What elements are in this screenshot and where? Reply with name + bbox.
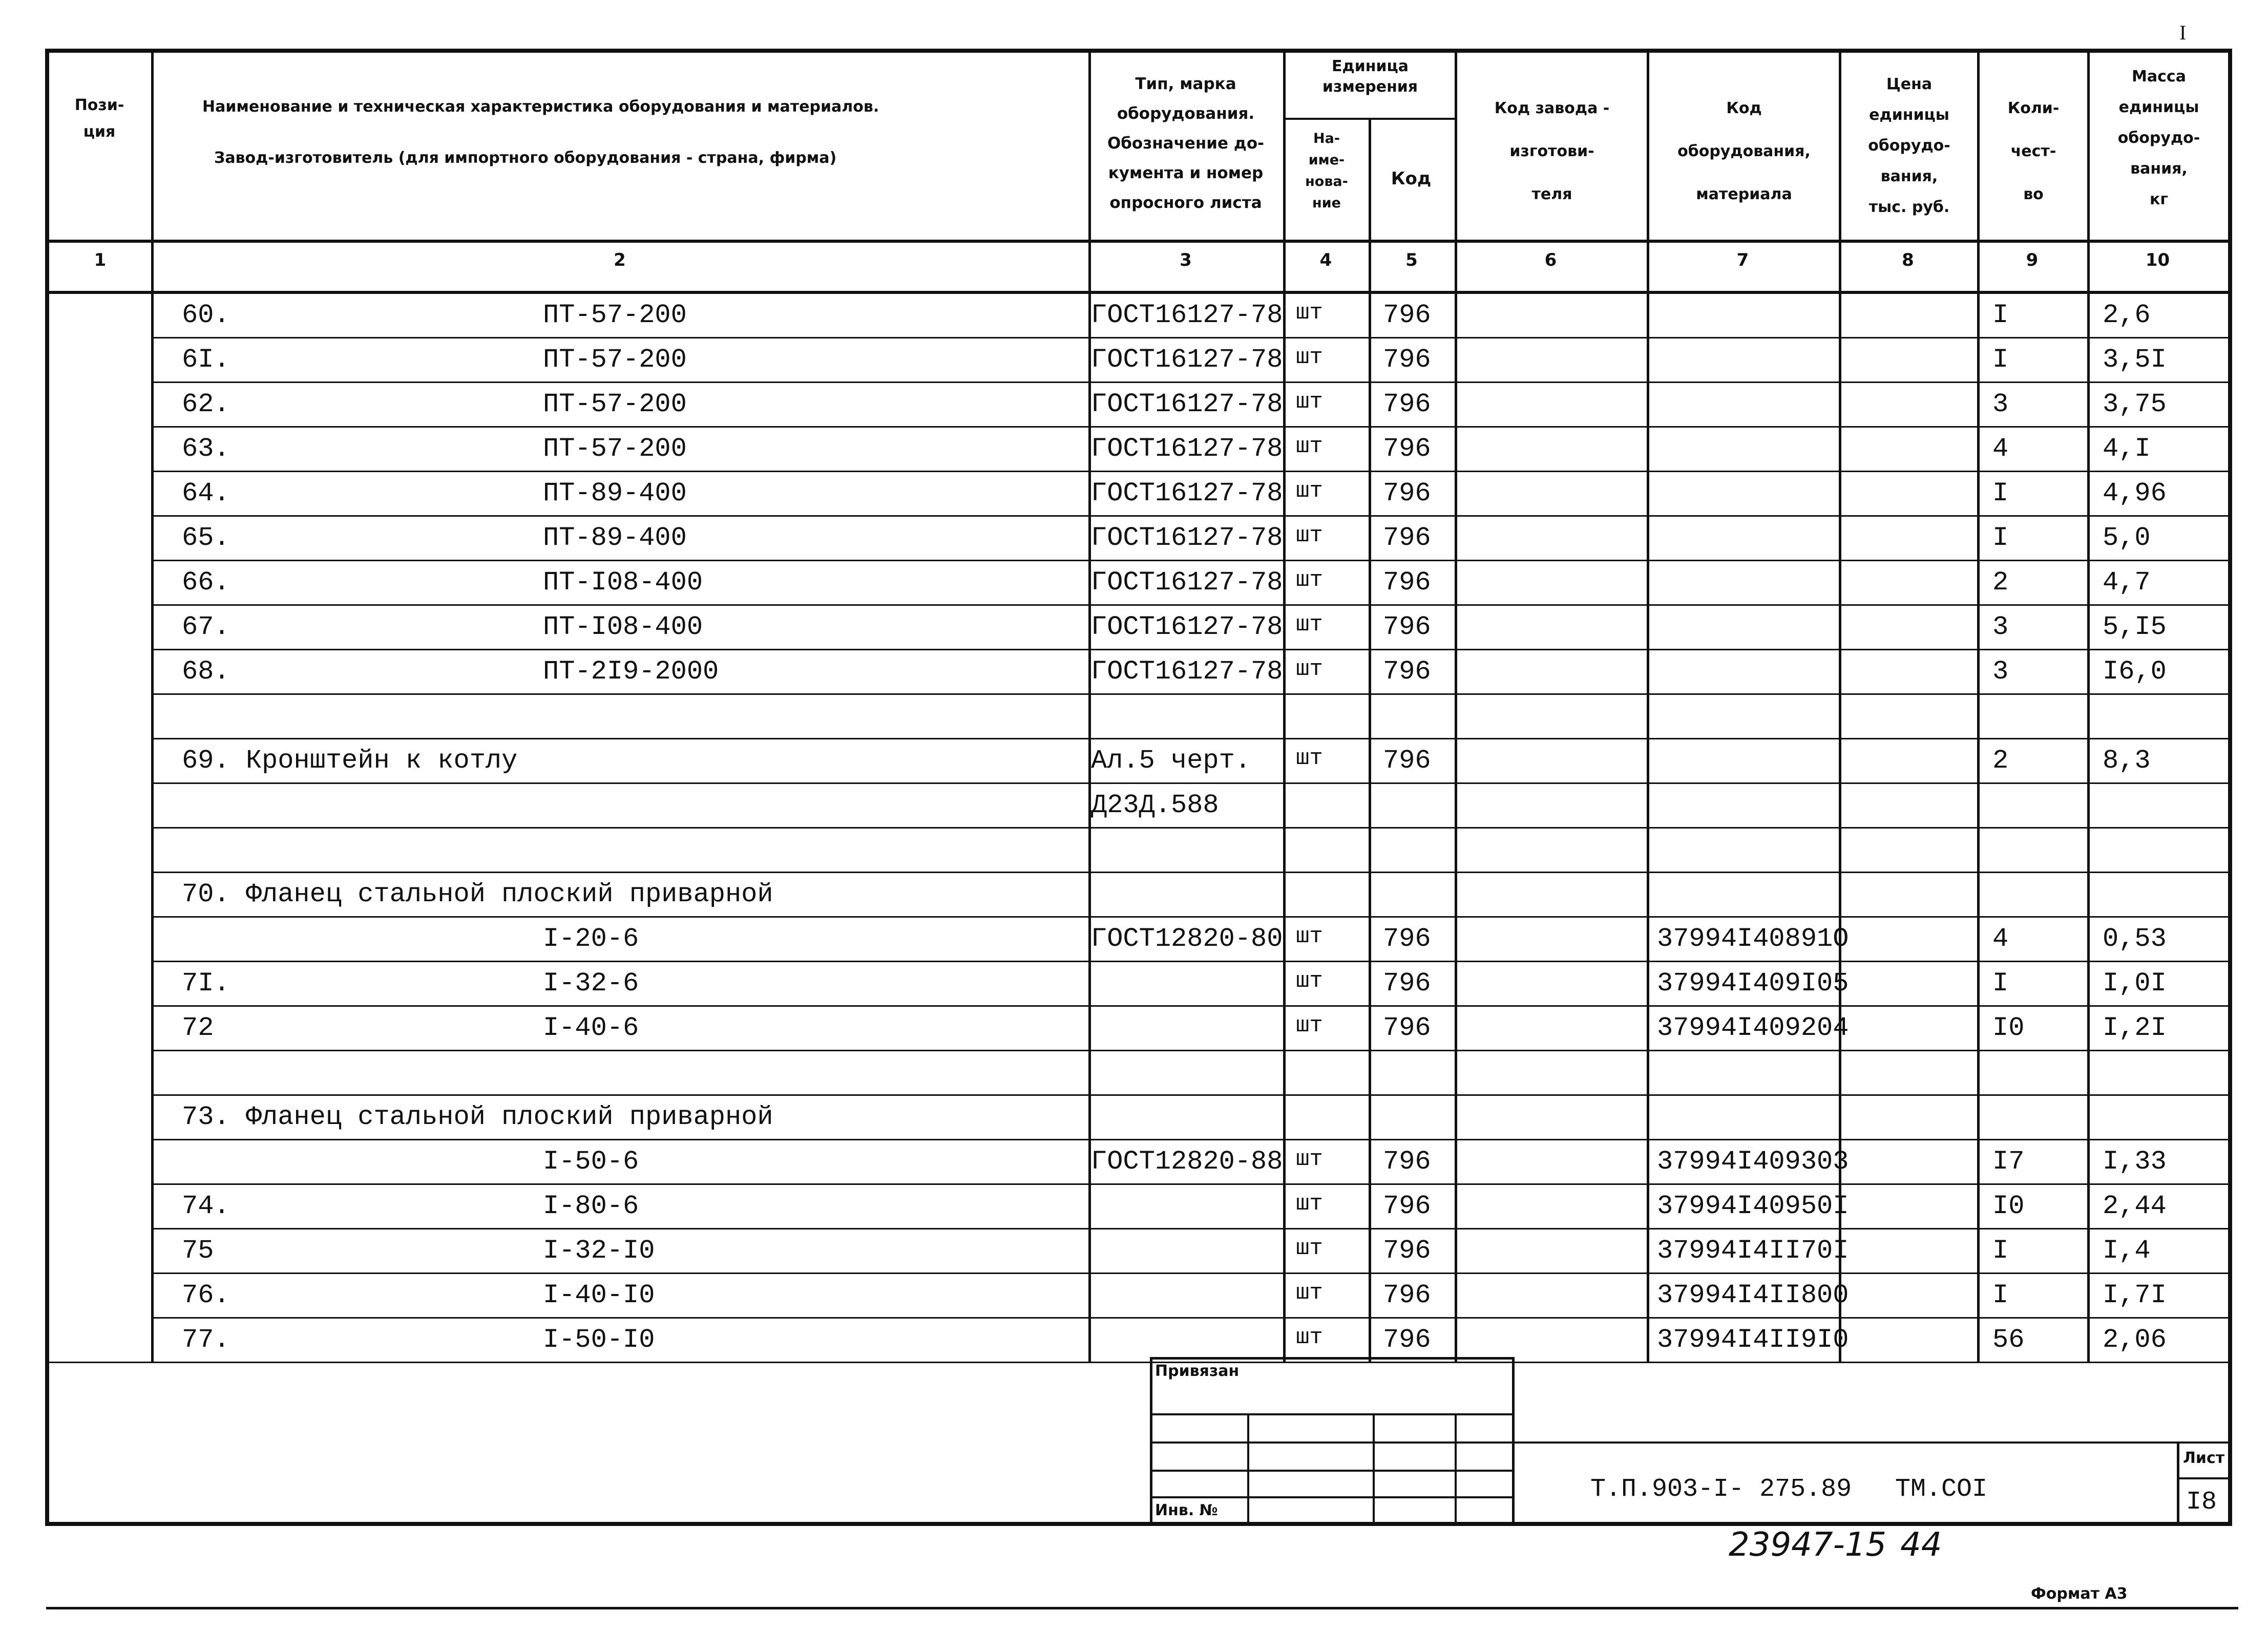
cell-qty: 3	[1992, 656, 2009, 687]
cell-position: 77.	[182, 1325, 230, 1355]
cell-qty: I0	[1992, 1013, 2025, 1043]
doc-code: Т.П.903-I- 275.89	[1590, 1475, 1852, 1504]
row-line	[151, 426, 2228, 428]
tb-box-line	[1150, 1470, 1514, 1472]
column-line	[1977, 49, 1980, 1363]
cell-name: ПТ-I08-400	[543, 612, 703, 642]
cell-name: I-40-I0	[543, 1280, 655, 1310]
cell-equip-code: 37994I4II70I	[1657, 1236, 1849, 1266]
cell-unit-code: 796	[1383, 523, 1431, 553]
cell-unit-code: 796	[1383, 924, 1431, 954]
cell-unit-code: 796	[1383, 434, 1431, 464]
row-line	[151, 1050, 2228, 1051]
column-number: 2	[614, 250, 626, 270]
cell-doc: ГОСТ16127-78	[1091, 656, 1283, 687]
column-line	[1647, 49, 1649, 1363]
cell-qty: 3	[1992, 389, 2009, 419]
tb-box-top	[1150, 1357, 1514, 1360]
cell-unit-code: 796	[1383, 1147, 1431, 1177]
cell-name: ПТ-89-400	[543, 523, 687, 553]
cell-qty: 3	[1992, 612, 2009, 642]
sheet-number: I8	[2186, 1488, 2217, 1517]
tb-box-line	[1150, 1441, 1514, 1444]
cell-mass: 0,53	[2103, 924, 2167, 954]
row-line	[151, 471, 2228, 472]
cell-mass: 5,0	[2103, 523, 2151, 553]
header-unit-group: Единица измерения	[1322, 57, 1418, 96]
cell-mass: 4,7	[2103, 567, 2151, 598]
row-line	[151, 1317, 2228, 1319]
header-name-line1: Наименование и техническая характеристика оборудования и материалов.	[202, 98, 879, 116]
header-mass: Масса единицы оборудо- вания, кг	[2117, 68, 2200, 208]
cell-name: ПТ-2I9-2000	[543, 656, 719, 687]
cell-unit: шт	[1296, 1191, 1323, 1217]
cell-name: I-40-6	[543, 1013, 639, 1043]
row-line	[151, 515, 2228, 517]
tb-box-col	[1373, 1413, 1375, 1526]
cell-unit: шт	[1296, 1013, 1323, 1038]
header-qty: Коли- чест- во	[2007, 99, 2060, 203]
column-line	[2087, 49, 2090, 1363]
cell-name: I-50-I0	[543, 1325, 655, 1355]
row-line	[151, 1228, 2228, 1229]
cell-mass: 2,44	[2103, 1191, 2167, 1221]
row-line	[151, 1139, 2228, 1140]
cell-mass: 5,I5	[2103, 612, 2167, 642]
cell-unit: шт	[1296, 1236, 1323, 1261]
cell-mass: I6,0	[2103, 656, 2167, 687]
cell-position: 66.	[182, 567, 230, 598]
cell-doc: ГОСТ16127-78	[1091, 567, 1283, 598]
header-maker-code: Код завода - изготови- теля	[1494, 99, 1610, 203]
column-line	[1283, 49, 1286, 1363]
cell-position: 75	[182, 1236, 214, 1266]
header-unit-name: На- име- нова- ние	[1305, 131, 1348, 211]
cell-unit-code: 796	[1383, 612, 1431, 642]
tb-sheet-left	[2177, 1441, 2179, 1526]
row-line	[151, 916, 2228, 918]
tb-box-col	[1455, 1413, 1457, 1526]
cell-mass: 3,75	[2103, 389, 2167, 419]
sheet-label: Лист	[2183, 1449, 2225, 1467]
row-line	[151, 1094, 2228, 1096]
row-line	[151, 560, 2228, 561]
cell-qty: 4	[1992, 924, 2009, 954]
cell-position: 76.	[182, 1280, 230, 1310]
cell-position: 73. Фланец стальной плоский приварной	[182, 1102, 773, 1132]
cell-mass: I,33	[2103, 1147, 2167, 1177]
cell-doc: Ал.5 черт.	[1091, 746, 1251, 776]
cell-unit-code: 796	[1383, 1013, 1431, 1043]
tb-box-line	[1150, 1496, 1514, 1498]
cell-mass: 3,5I	[2103, 345, 2167, 375]
tb-sheet-mid	[2177, 1477, 2231, 1479]
cell-name: ПТ-57-200	[543, 434, 687, 464]
cell-name: I-80-6	[543, 1191, 639, 1221]
row-line	[151, 961, 2228, 962]
cell-unit: шт	[1296, 746, 1323, 771]
row-line	[151, 381, 2228, 383]
cell-unit-code: 796	[1383, 1236, 1431, 1266]
row-line	[151, 649, 2228, 650]
column-number: 9	[2026, 250, 2039, 270]
cell-equip-code: 37994I4II9I0	[1657, 1325, 1849, 1355]
cell-doc: ГОСТ16127-78	[1091, 523, 1283, 553]
cell-mass: 2,06	[2103, 1325, 2167, 1355]
cell-position: 67.	[182, 612, 230, 642]
cell-name: I-20-6	[543, 924, 639, 954]
header-unit-code: Код	[1391, 168, 1432, 189]
cell-equip-code: 37994I409I05	[1657, 968, 1849, 999]
column-number: 3	[1180, 250, 1192, 270]
column-number: 10	[2145, 250, 2170, 270]
cell-unit-code: 796	[1383, 656, 1431, 687]
cell-mass: I,7I	[2103, 1280, 2167, 1310]
header-price: Цена единицы оборудо- вания, тыс. руб.	[1868, 75, 1950, 216]
cell-unit-code: 796	[1383, 345, 1431, 375]
cell-position: 69. Кронштейн к котлу	[182, 746, 518, 776]
cell-position: 70. Фланец стальной плоский приварной	[182, 879, 773, 909]
cell-unit: шт	[1296, 345, 1323, 370]
cell-unit-code: 796	[1383, 567, 1431, 598]
cell-equip-code: 37994I409303	[1657, 1147, 1849, 1177]
handwritten-page: 44	[1900, 1526, 1942, 1564]
header-pos: Пози- ция	[74, 96, 124, 141]
cell-qty: I	[1992, 523, 2009, 553]
cell-qty: I	[1992, 1236, 2009, 1266]
cell-unit-code: 796	[1383, 968, 1431, 999]
header-bottom-line	[49, 240, 2228, 243]
cell-doc: ГОСТ12820-80	[1091, 924, 1283, 954]
cell-mass: I,0I	[2103, 968, 2167, 999]
cell-name: I-50-6	[543, 1147, 639, 1177]
inv-label: Инв. №	[1155, 1501, 1218, 1519]
cell-name: ПТ-57-200	[543, 300, 687, 330]
tb-box-left	[1150, 1357, 1152, 1526]
cell-name: I-32-6	[543, 968, 639, 999]
cell-position: 6I.	[182, 345, 230, 375]
cell-unit-code: 796	[1383, 300, 1431, 330]
row-line	[151, 604, 2228, 606]
tb-box-col	[1247, 1413, 1249, 1526]
cell-unit: шт	[1296, 1280, 1323, 1306]
cell-unit: шт	[1296, 656, 1323, 682]
cell-qty: 2	[1992, 746, 2009, 776]
row-line	[151, 1005, 2228, 1007]
cell-mass: I,4	[2103, 1236, 2151, 1266]
cell-qty: 56	[1992, 1325, 2025, 1355]
cell-unit-code: 796	[1383, 1280, 1431, 1310]
column-number: 7	[1736, 250, 1749, 270]
column-number: 4	[1319, 250, 1332, 270]
cell-position: 72	[182, 1013, 214, 1043]
cell-unit: шт	[1296, 434, 1323, 459]
cell-mass: 8,3	[2103, 746, 2151, 776]
cell-unit: шт	[1296, 1147, 1323, 1172]
column-number: 8	[1902, 250, 1914, 270]
row-line	[151, 337, 2228, 338]
tb-main-top	[1514, 1441, 2231, 1444]
cell-mass: 4,96	[2103, 478, 2167, 508]
cell-position: 74.	[182, 1191, 230, 1221]
cell-position: 63.	[182, 434, 230, 464]
cell-equip-code: 37994I40950I	[1657, 1191, 1849, 1221]
cell-position: 62.	[182, 389, 230, 419]
page-mark: I	[2179, 21, 2187, 44]
row-line	[151, 1273, 2228, 1274]
cell-position: 68.	[182, 656, 230, 687]
cell-unit: шт	[1296, 300, 1323, 326]
cell-doc: Д23Д.588	[1091, 790, 1219, 820]
cell-name: ПТ-57-200	[543, 389, 687, 419]
cell-qty: I	[1992, 478, 2009, 508]
cell-mass: 4,I	[2103, 434, 2151, 464]
column-number: 5	[1405, 250, 1418, 270]
cell-name: ПТ-I08-400	[543, 567, 703, 598]
tb-box-line	[1150, 1413, 1514, 1415]
column-number: 6	[1544, 250, 1557, 270]
cell-qty: I	[1992, 300, 2009, 330]
column-line	[1455, 49, 1457, 1363]
cell-unit: шт	[1296, 478, 1323, 504]
row-line	[151, 738, 2228, 739]
cell-unit: шт	[1296, 968, 1323, 994]
colnum-bottom-line	[49, 291, 2228, 294]
row-line	[151, 782, 2228, 784]
attached-label: Привязан	[1155, 1362, 1240, 1380]
column-line	[151, 49, 154, 1363]
cell-name: ПТ-57-200	[543, 345, 687, 375]
cell-qty: 4	[1992, 434, 2009, 464]
header-name-line2: Завод-изготовитель (для импортного оборудования - страна, фирма)	[214, 149, 837, 167]
cell-doc: ГОСТ16127-78	[1091, 612, 1283, 642]
row-line	[49, 1362, 2228, 1363]
cell-name: I-32-I0	[543, 1236, 655, 1266]
doc-sheet: ТМ.СОI	[1895, 1475, 1988, 1504]
cell-unit-code: 796	[1383, 1325, 1431, 1355]
cell-unit: шт	[1296, 523, 1323, 548]
cell-unit-code: 796	[1383, 478, 1431, 508]
header-equip-code: Код оборудования, материала	[1677, 99, 1811, 203]
cell-equip-code: 37994I40891O	[1657, 924, 1849, 954]
format-label: Формат А3	[2031, 1585, 2128, 1603]
cell-doc: ГОСТ16127-78	[1091, 300, 1283, 330]
cell-unit: шт	[1296, 924, 1323, 949]
bottom-rule	[46, 1607, 2238, 1609]
cell-position: 7I.	[182, 968, 230, 999]
row-line	[151, 827, 2228, 829]
cell-qty: I0	[1992, 1191, 2025, 1221]
cell-equip-code: 37994I409204	[1657, 1013, 1849, 1043]
cell-unit-code: 796	[1383, 746, 1431, 776]
cell-mass: I,2I	[2103, 1013, 2167, 1043]
cell-position: 60.	[182, 300, 230, 330]
cell-unit: шт	[1296, 1325, 1323, 1350]
cell-doc: ГОСТ16127-78	[1091, 345, 1283, 375]
handwritten-number: 23947-15	[1729, 1526, 1887, 1564]
column-line	[1369, 118, 1371, 1363]
tb-box-right	[1512, 1357, 1515, 1526]
cell-unit-code: 796	[1383, 389, 1431, 419]
cell-unit: шт	[1296, 389, 1323, 415]
cell-doc: ГОСТ16127-78	[1091, 478, 1283, 508]
cell-unit-code: 796	[1383, 1191, 1431, 1221]
cell-position: 65.	[182, 523, 230, 553]
cell-position: 64.	[182, 478, 230, 508]
cell-unit: шт	[1296, 612, 1323, 638]
cell-equip-code: 37994I4II800	[1657, 1280, 1849, 1310]
cell-unit: шт	[1296, 567, 1323, 593]
cell-qty: I	[1992, 968, 2009, 999]
cell-doc: ГОСТ16127-78	[1091, 389, 1283, 419]
cell-qty: I	[1992, 1280, 2009, 1310]
cell-doc: ГОСТ12820-88	[1091, 1147, 1283, 1177]
cell-qty: 2	[1992, 567, 2009, 598]
row-line	[151, 872, 2228, 873]
row-line	[151, 693, 2228, 695]
header-type: Тип, марка оборудования. Обозначение до- кумента и номер опросного листа	[1107, 75, 1265, 212]
cell-qty: I	[1992, 345, 2009, 375]
cell-mass: 2,6	[2103, 300, 2151, 330]
cell-qty: I7	[1992, 1147, 2025, 1177]
row-line	[151, 1183, 2228, 1185]
column-number: 1	[94, 250, 107, 270]
cell-doc: ГОСТ16127-78	[1091, 434, 1283, 464]
cell-name: ПТ-89-400	[543, 478, 687, 508]
